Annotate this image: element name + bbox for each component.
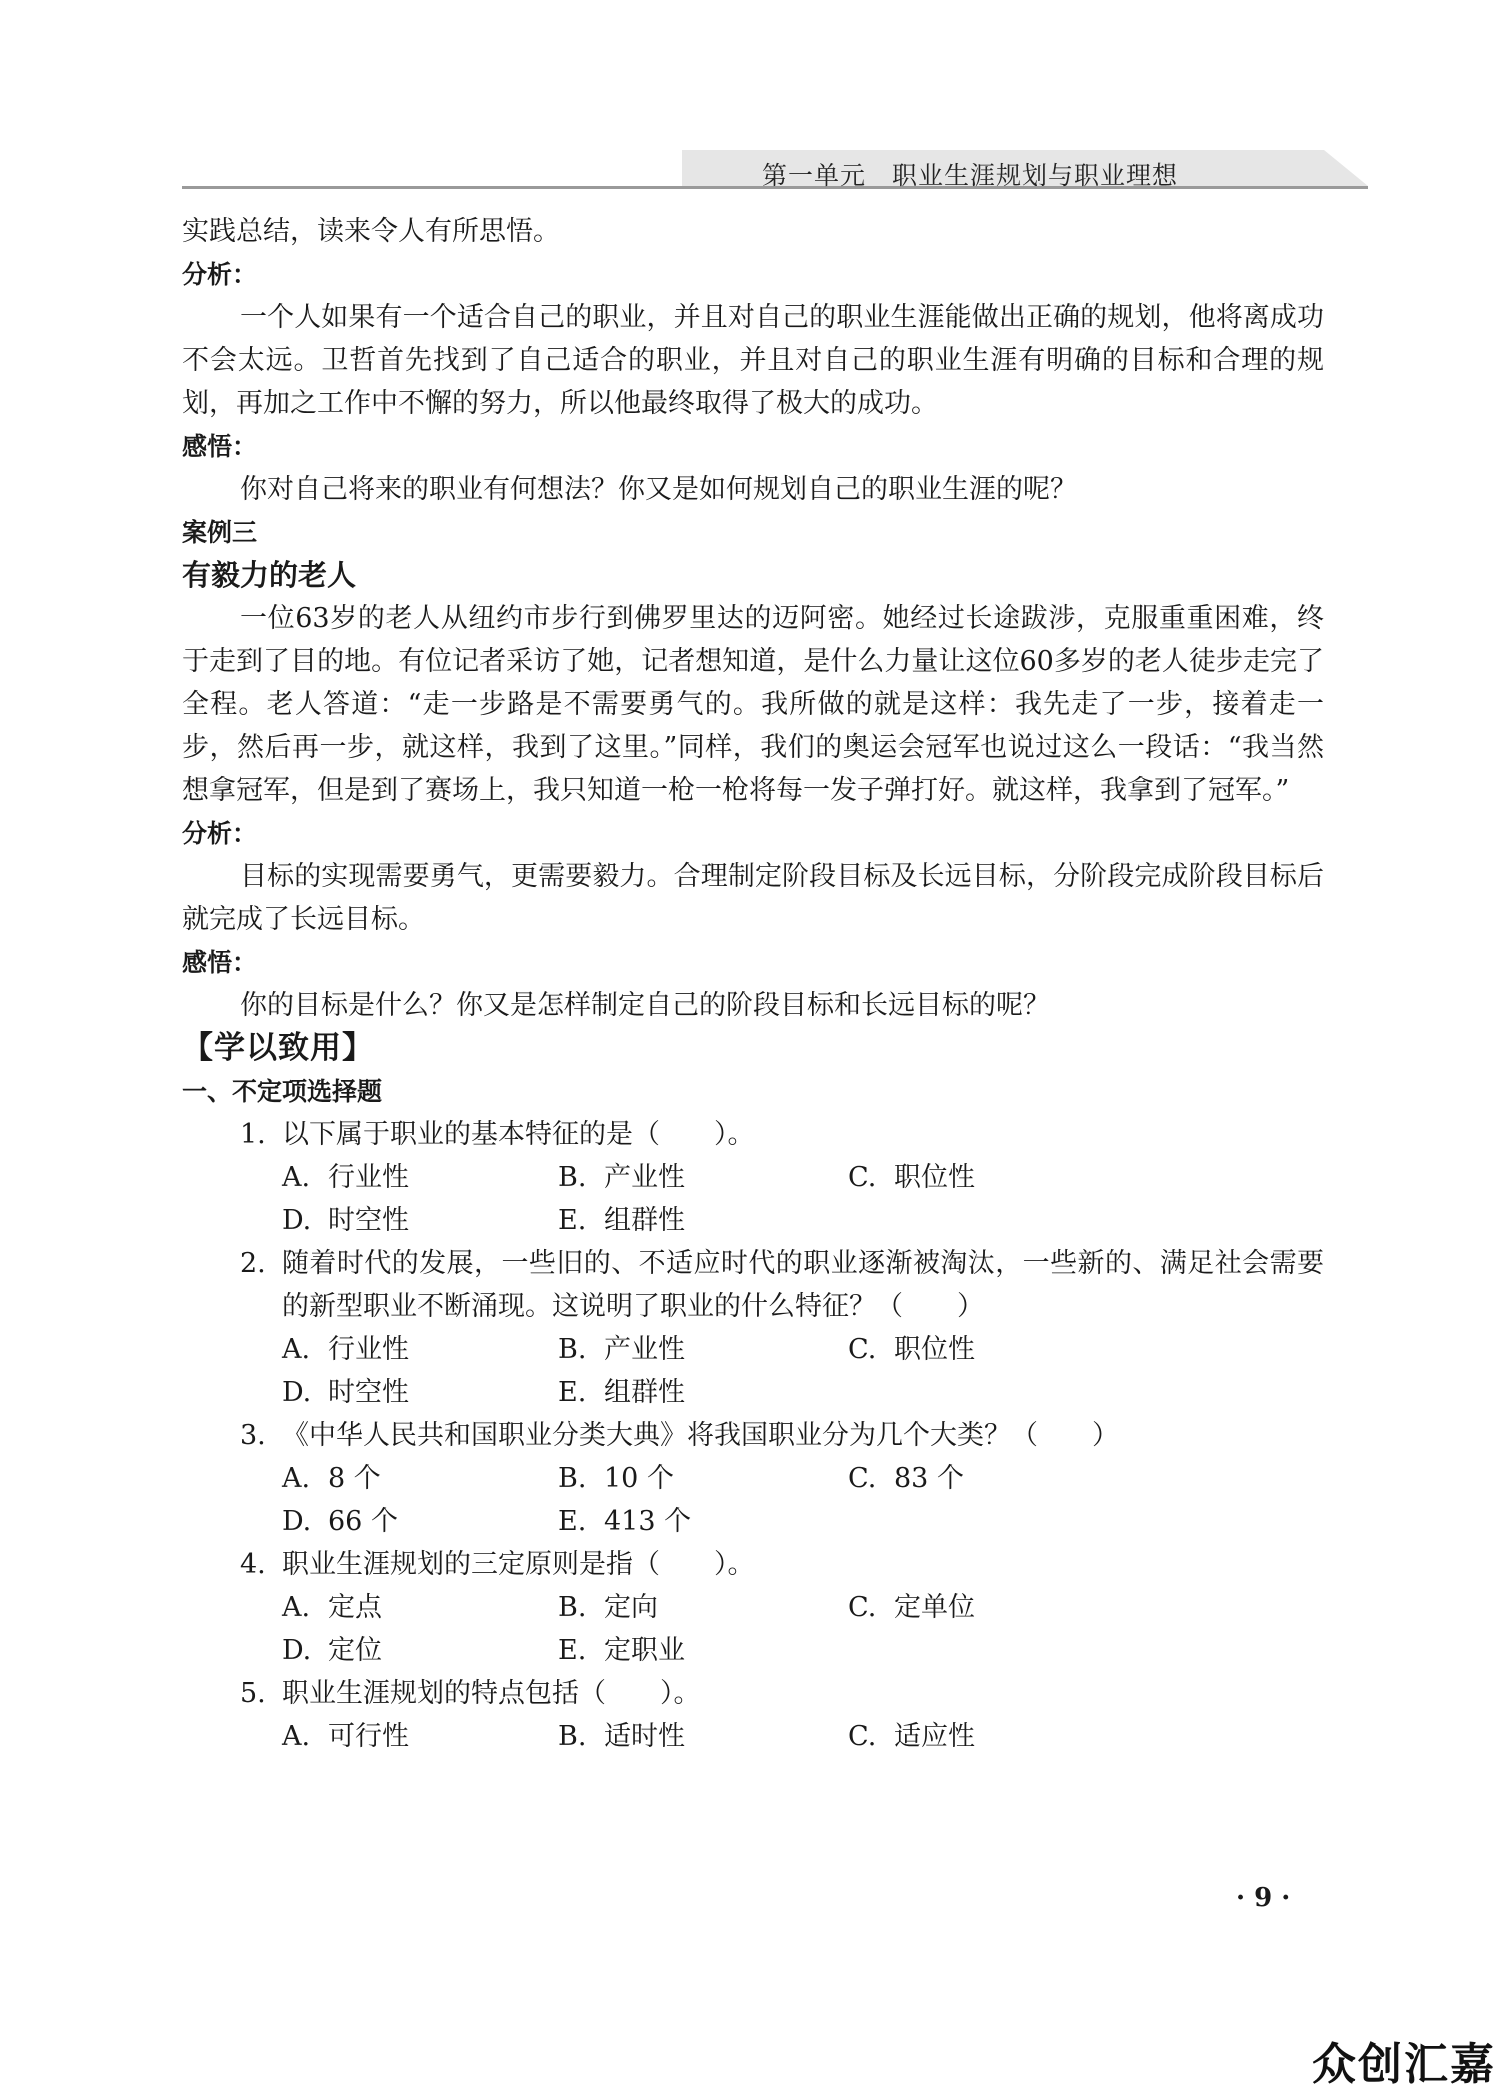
case2-insight-label: 感悟： xyxy=(182,432,258,461)
option-a[interactable]: A. 可行性 xyxy=(282,1721,409,1752)
option-d[interactable]: D. 定位 xyxy=(282,1635,382,1666)
option-c[interactable]: C. 职位性 xyxy=(848,1162,975,1193)
practice-section-title: 【学以致用】 xyxy=(182,1030,374,1066)
case3-analysis-label: 分析： xyxy=(182,819,258,848)
case3-analysis-text: 目标的实现需要勇气，更需要毅力。合理制定阶段目标及长远目标，分阶段完成阶段目标后就完成了长远目标。 xyxy=(182,861,1324,935)
option-a[interactable]: A. 定点 xyxy=(282,1592,382,1623)
question-item xyxy=(182,1414,1324,1543)
option-b[interactable]: B. 10 个 xyxy=(558,1463,674,1494)
question-number: 3. xyxy=(240,1420,266,1451)
question-number: 4. xyxy=(240,1549,266,1580)
option-e[interactable]: E. 组群性 xyxy=(558,1377,685,1408)
page-number: · 9 · xyxy=(1236,1883,1291,1913)
option-c[interactable]: C. 职位性 xyxy=(848,1334,975,1365)
question-stem: 以下属于职业的基本特征的是（ ）。 xyxy=(282,1119,755,1150)
option-a[interactable]: A. 行业性 xyxy=(282,1334,409,1365)
option-row xyxy=(282,1328,1324,1371)
practice-subsection-title: 一、不定项选择题 xyxy=(182,1077,383,1106)
option-row xyxy=(282,1500,1324,1543)
option-c[interactable]: C. 定单位 xyxy=(848,1592,975,1623)
option-d[interactable]: D. 时空性 xyxy=(282,1205,409,1236)
option-c[interactable]: C. 83 个 xyxy=(848,1463,964,1494)
option-row xyxy=(282,1371,1324,1414)
option-e[interactable]: E. 413 个 xyxy=(558,1506,692,1537)
option-row xyxy=(282,1199,1324,1242)
question-stem: 职业生涯规划的三定原则是指（ ）。 xyxy=(282,1549,755,1580)
option-b[interactable]: B. 适时性 xyxy=(558,1721,685,1752)
case3-story: 一位63岁的老人从纽约市步行到佛罗里达的迈阿密。她经过长途跋涉，克服重重困难，终于走到了目的地。有位记者采访了她，记者想知道，是什么力量让这位60多岁的老人徒步走完了全程。老人答道：“走一步路是不需要勇气的。我所做的就是这样：我先走了一步，接着走一步，然后再一步，就这样，我到了这里。”同样，我们的奥运会冠军也说过这么一段话：“我当然想拿冠军，但是到了赛场上，我只知道一枪一枪将每一发子弹打好。就这样，我拿到了冠军。” xyxy=(182,603,1324,806)
option-b[interactable]: B. 产业性 xyxy=(558,1162,685,1193)
question-stem: 随着时代的发展，一些旧的、不适应时代的职业逐渐被淘汰，一些新的、满足社会需要的新型职业不断涌现。这说明了职业的什么特征？（ ） xyxy=(282,1248,1324,1322)
option-d[interactable]: D. 66 个 xyxy=(282,1506,398,1537)
question-number: 2. xyxy=(240,1248,266,1279)
running-header xyxy=(182,150,1368,192)
question-number: 1. xyxy=(240,1119,266,1150)
question-item xyxy=(182,1672,1324,1758)
case2-continuation: 实践总结，读来令人有所思悟。 xyxy=(182,216,560,247)
option-row xyxy=(282,1586,1324,1629)
option-e[interactable]: E. 定职业 xyxy=(558,1635,685,1666)
question-stem: 《中华人民共和国职业分类大典》将我国职业分为几个大类？（ ） xyxy=(282,1420,1119,1451)
option-row xyxy=(282,1156,1324,1199)
option-row xyxy=(282,1457,1324,1500)
watermark-logo: 众创汇嘉 xyxy=(1312,2039,1496,2090)
case2-insight-text: 你对自己将来的职业有何想法？你又是如何规划自己的职业生涯的呢？ xyxy=(240,474,1077,505)
option-d[interactable]: D. 时空性 xyxy=(282,1377,409,1408)
option-a[interactable]: A. 行业性 xyxy=(282,1162,409,1193)
question-item xyxy=(182,1543,1324,1672)
header-title: 第一单元 职业生涯规划与职业理想 xyxy=(761,161,1178,190)
case3-insight-label: 感悟： xyxy=(182,948,258,977)
option-b[interactable]: B. 定向 xyxy=(558,1592,658,1623)
option-c[interactable]: C. 适应性 xyxy=(848,1721,975,1752)
case3-title: 有毅力的老人 xyxy=(182,558,357,592)
page-body xyxy=(182,210,1324,1758)
case2-analysis-text: 一个人如果有一个适合自己的职业，并且对自己的职业生涯能做出正确的规划，他将离成功不会太远。卫哲首先找到了自己适合的职业，并且对自己的职业生涯有明确的目标和合理的规划，再加之工作中不懈的努力，所以他最终取得了极大的成功。 xyxy=(182,302,1324,419)
question-stem: 职业生涯规划的特点包括（ ）。 xyxy=(282,1678,701,1709)
question-item xyxy=(182,1242,1324,1414)
case2-analysis-label: 分析： xyxy=(182,260,258,289)
option-a[interactable]: A. 8 个 xyxy=(282,1463,381,1494)
question-list xyxy=(182,1113,1324,1758)
option-row xyxy=(282,1629,1324,1672)
case3-label: 案例三 xyxy=(182,518,258,547)
option-row xyxy=(282,1715,1324,1758)
question-item xyxy=(182,1113,1324,1242)
option-e[interactable]: E. 组群性 xyxy=(558,1205,685,1236)
question-number: 5. xyxy=(240,1678,266,1709)
option-b[interactable]: B. 产业性 xyxy=(558,1334,685,1365)
case3-insight-text: 你的目标是什么？你又是怎样制定自己的阶段目标和长远目标的呢？ xyxy=(240,990,1050,1021)
